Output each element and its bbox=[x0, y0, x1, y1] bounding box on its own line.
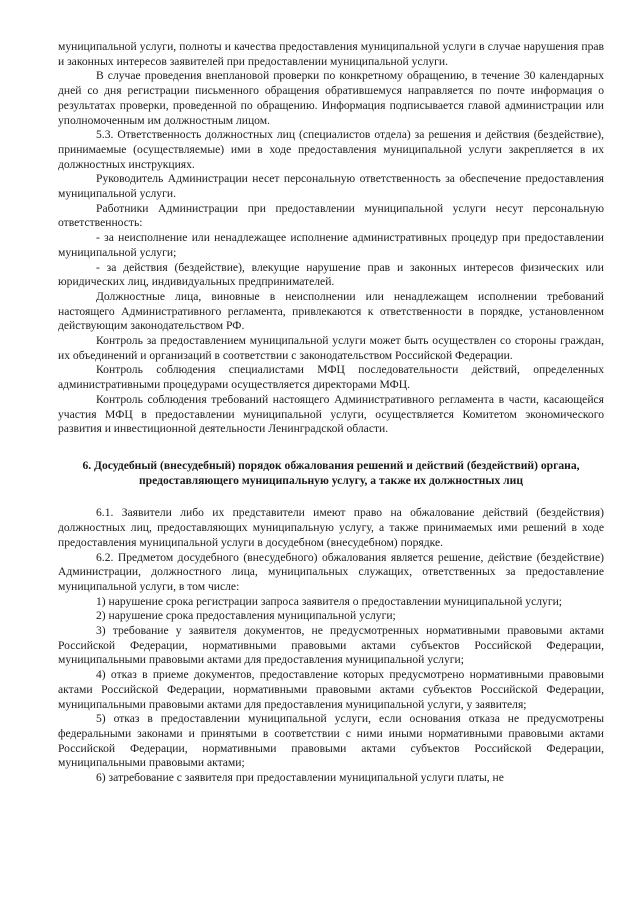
paragraph: 4) отказ в приеме документов, предоставление которых предусмотрено нормативными правовыми актами Российской Федерации, нормативными правовыми актами субъектов Российской Федерации, муниципальными правовыми актами для предоставления муниципальной услуги, у заявителя; bbox=[58, 668, 604, 711]
paragraph: - за действия (бездействие), влекущие нарушение прав и законных интересов физических или юридических лиц, индивидуальных предпринимателей. bbox=[58, 260, 604, 289]
paragraph: Контроль соблюдения специалистами МФЦ последовательности действий, определенных административными процедурами осуществляется директорами МФЦ. bbox=[58, 363, 604, 392]
paragraph: - за неисполнение или ненадлежащее исполнение административных процедур при предоставлении муниципальной услуги; bbox=[58, 231, 604, 259]
paragraph: 6.2. Предметом досудебного (внесудебного) обжалования является решение, действие (бездействие) Администрации, должностного лица, муниципальных служащих, ответственных за предоставление муниципальной услуги, в том числе: bbox=[58, 550, 604, 593]
paragraph: муниципальной услуги, полноты и качества предоставления муниципальной услуги в случае нарушения прав и законных интересов заявителей при предоставлении муниципальной услуги. bbox=[58, 40, 604, 68]
document-page bbox=[58, 40, 604, 786]
paragraph: В случае проведения внеплановой проверки по конкретному обращению, в течение 30 календарных дней со дня регистрации письменного обращения обратившемуся направляется по почте информация о результатах проверки, проведенной по обращению. Информация подписывается главой администрации или уполномоченным им должностным лицом. bbox=[58, 69, 604, 127]
paragraph: 5) отказ в предоставлении муниципальной услуги, если основания отказа не предусмотрены федеральными законами и принятыми в соответствии с ними иными нормативными правовыми актами Российской Федерации, нормативными правовыми актами субъектов Российской Федерации, муниципальными правовыми актами; bbox=[58, 712, 604, 770]
paragraph: 3) требование у заявителя документов, не предусмотренных нормативными правовыми актами Российской Федерации, нормативными правовыми актами субъектов Российской Федерации, муниципальными правовыми актами для предоставления муниципальной услуги; bbox=[58, 624, 604, 667]
section-5-text bbox=[58, 40, 604, 437]
paragraph: 6.1. Заявители либо их представители имеют право на обжалование действий (бездействия) должностных лиц, предоставляющих муниципальную услугу, а также принимаемых ими решений в ходе предоставления муниципальной услуги в досудебном (внесудебном) порядке. bbox=[58, 506, 604, 549]
section-6-heading: 6. Досудебный (внесудебный) порядок обжалования решений и действий (бездействий) органа, предоставляющего муниципальную услугу, а также их должностных лиц bbox=[82, 458, 580, 487]
paragraph: 1) нарушение срока регистрации запроса заявителя о предоставлении муниципальной услуги; bbox=[96, 594, 563, 608]
paragraph: 2) нарушение срока предоставления муниципальной услуги; bbox=[96, 609, 396, 623]
paragraph: Контроль соблюдения требований настоящего Административного регламента в части, касающейся участия МФЦ в предоставлении муниципальной услуги, осуществляется Комитетом экономического развития и инвестиционной деятельности Ленинградской области. bbox=[58, 392, 604, 436]
paragraph: Должностные лица, виновные в неисполнении или ненадлежащем исполнении требований настоящего Административного регламента, привлекаются к ответственности в порядке, установленном действующим законодательством РФ. bbox=[58, 289, 604, 333]
paragraph: 5.3. Ответственность должностных лиц (специалистов отдела) за решения и действия (бездействие), принимаемые (осуществляемые) ими в ходе предоставления муниципальной услуги закрепляется в их должностных инструкциях. bbox=[58, 128, 604, 171]
paragraph: Работники Администрации при предоставлении муниципальной услуги несут персональную ответственность: bbox=[58, 201, 604, 230]
paragraph: Контроль за предоставлением муниципальной услуги может быть осуществлен со стороны граждан, их объединений и организаций в соответствии с законодательством Российской Федерации. bbox=[58, 334, 604, 362]
section-6-text bbox=[58, 506, 604, 785]
paragraph: 6) затребование с заявителя при предоставлении муниципальной услуги платы, не bbox=[96, 771, 504, 785]
paragraph: Руководитель Администрации несет персональную ответственность за обеспечение предоставления муниципальной услуги. bbox=[58, 172, 604, 201]
